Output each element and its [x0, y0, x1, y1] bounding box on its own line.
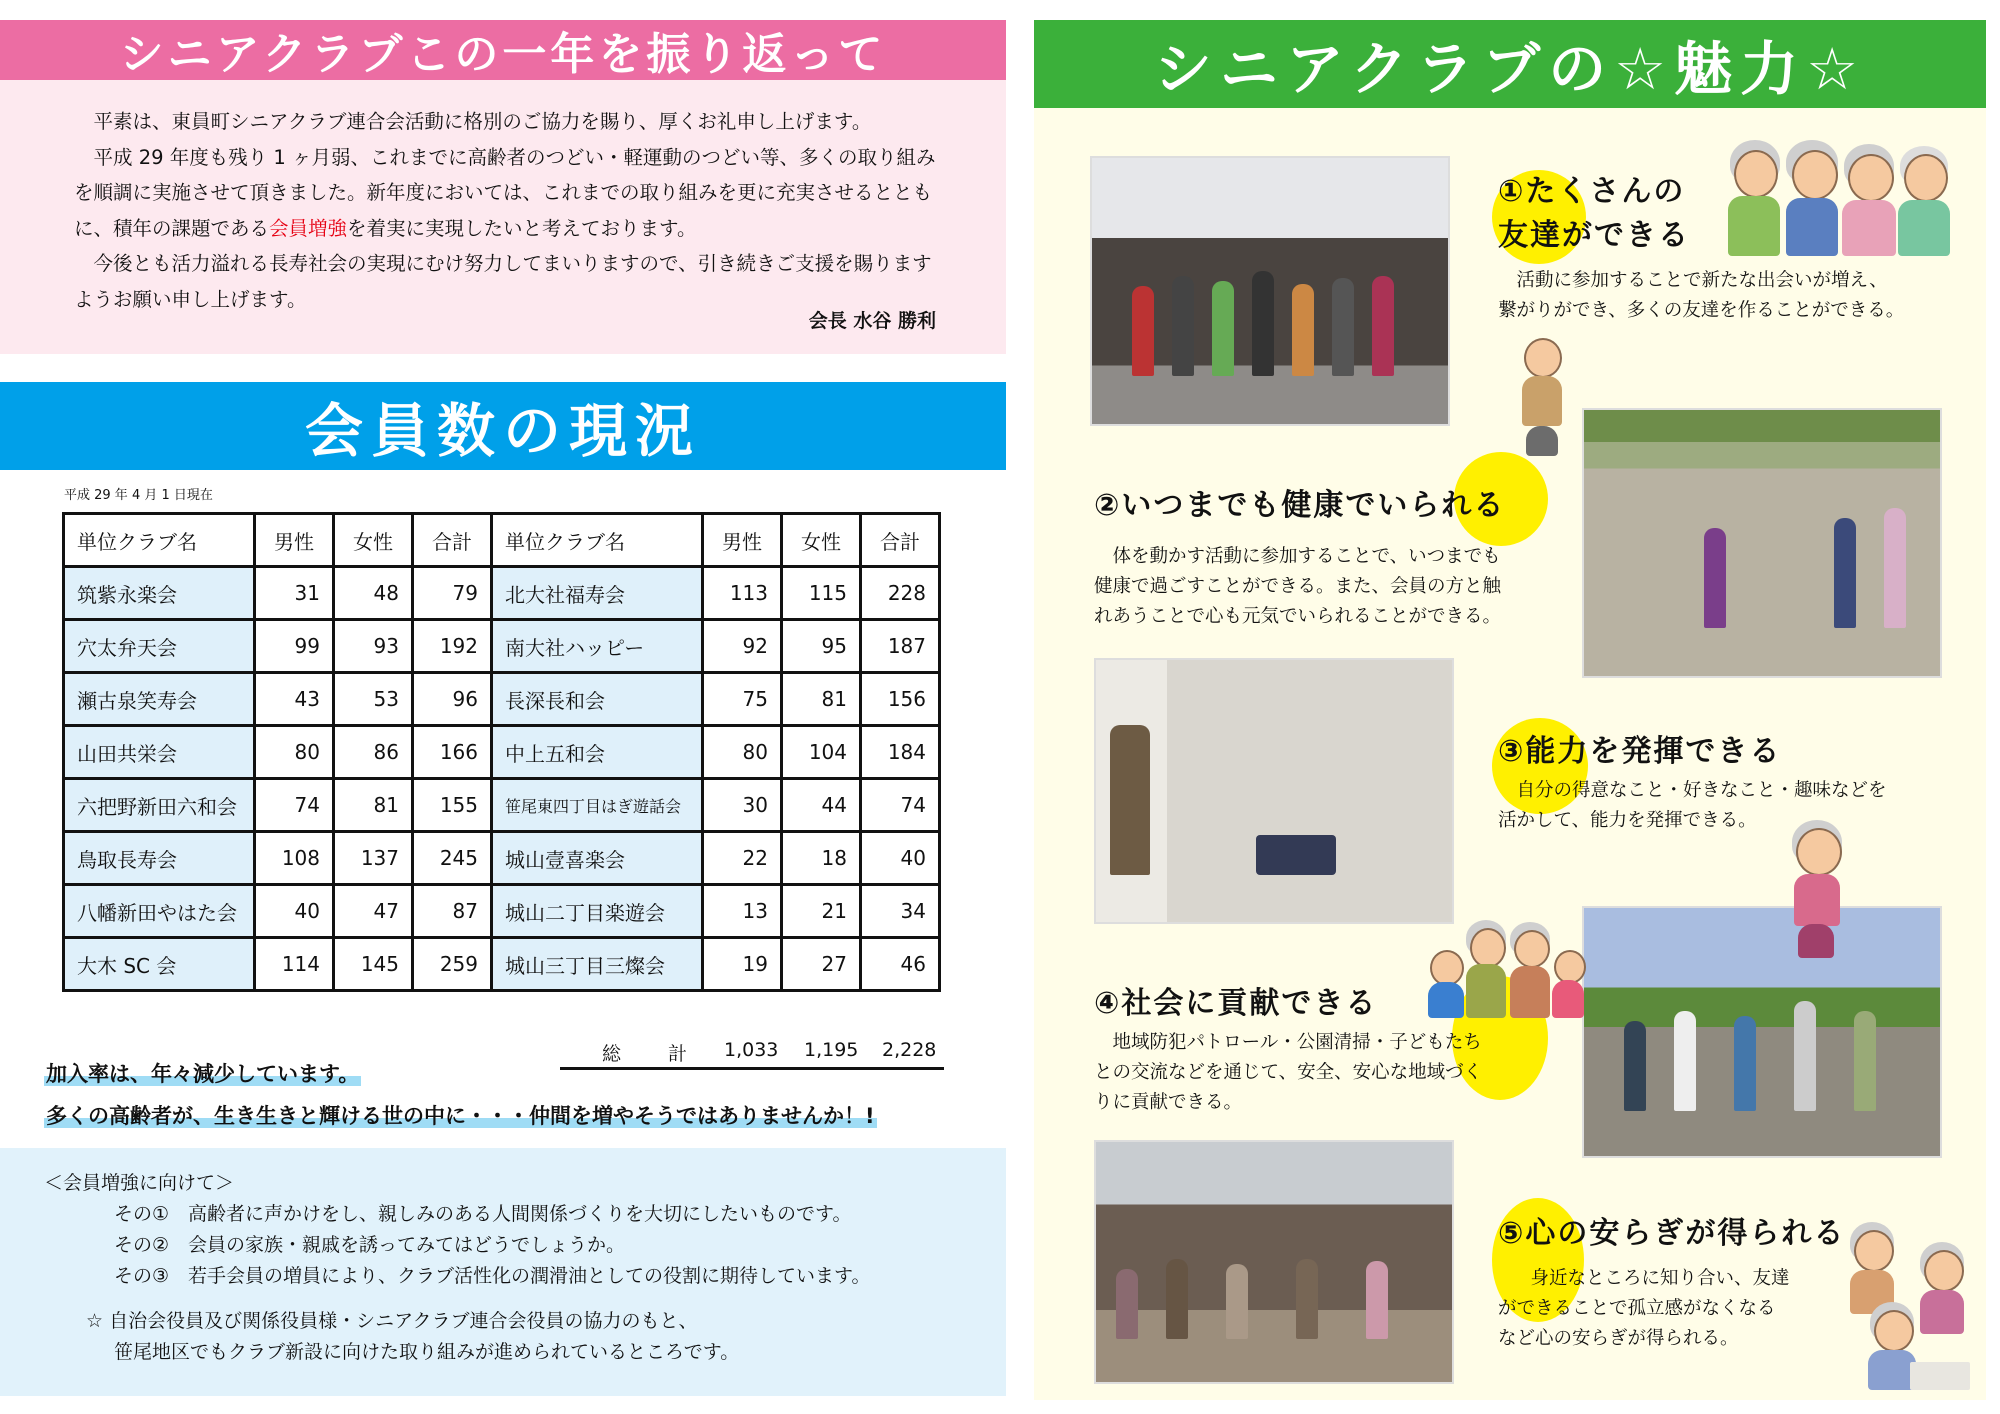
- female-count: 115: [782, 567, 861, 620]
- club-name: 笹尾東四丁目はぎ遊話会: [492, 779, 703, 832]
- club-name: 鳥取長寿会: [64, 832, 255, 885]
- table-row: [64, 938, 940, 991]
- point-2-desc-2: 健康で過ごすことができる。また、会員の方と触: [1094, 576, 1502, 597]
- table-row: [64, 885, 940, 938]
- col-header-club: 単位クラブ名: [64, 514, 255, 567]
- new-club-note-2: 笹尾地区でもクラブ新設に向けた取り組みが進められているところです。: [114, 1341, 740, 1363]
- member-increase-list: [44, 1168, 871, 1368]
- community-photo: [1582, 906, 1942, 1158]
- call-to-action: 多くの高齢者が、生き生きと輝ける世の中に・・・仲間を増やそうではありませんか！!: [46, 1104, 875, 1128]
- new-club-note: ☆ 自治会役員及び関係役員様・シニアクラブ連合会役員の協力のもと、: [86, 1310, 698, 1332]
- member-increase-title: ＜会員増強に向けて＞: [44, 1172, 235, 1194]
- total-count: 87: [413, 885, 492, 938]
- total-sum: 2,228: [882, 1039, 937, 1061]
- male-count: 43: [255, 673, 334, 726]
- female-count: 104: [782, 726, 861, 779]
- greeting-text: [74, 104, 946, 317]
- female-count: 81: [782, 673, 861, 726]
- greeting-paragraph-1: 平素は、東員町シニアクラブ連合会活動に格別のご協力を賜り、厚くお礼申し上げます。: [93, 110, 872, 133]
- female-count: 27: [782, 938, 861, 991]
- total-count: 166: [413, 726, 492, 779]
- group-photo: [1090, 156, 1450, 426]
- club-name: 山田共栄会: [64, 726, 255, 779]
- male-count: 19: [703, 938, 782, 991]
- total-count: 40: [861, 832, 940, 885]
- ground-golf-illustration: [1500, 338, 1580, 458]
- female-count: 44: [782, 779, 861, 832]
- total-count: 74: [861, 779, 940, 832]
- point-3-desc: 自分の得意なこと・好きなこと・趣味などを: [1516, 780, 1887, 801]
- total-count: 155: [413, 779, 492, 832]
- total-count: 79: [413, 567, 492, 620]
- member-increase-highlight: 会員増強: [269, 216, 348, 240]
- male-count: 113: [703, 567, 782, 620]
- total-count: 192: [413, 620, 492, 673]
- female-count: 48: [334, 567, 413, 620]
- point-2-desc: 体を動かす活動に参加することで、いつまでも: [1112, 546, 1501, 567]
- point-5-desc-2: ができることで孤立感がなくなる: [1498, 1298, 1776, 1319]
- point-5-heading: ⑤心の安らぎが得られる: [1498, 1216, 1846, 1251]
- point-1-heading: ①たくさんの: [1498, 174, 1686, 209]
- point-1-desc-2: 繋がりができ、多くの友達を作ることができる。: [1498, 300, 1905, 321]
- point-5-desc: 身近なところに知り合い、友達: [1530, 1268, 1790, 1289]
- col-header-male: 男性: [255, 514, 334, 567]
- col-header-total-2: 合計: [861, 514, 940, 567]
- seniors-children-illustration: [1426, 920, 1586, 1020]
- exhibition-photo: [1094, 658, 1454, 924]
- male-count: 31: [255, 567, 334, 620]
- total-label-1: 総: [602, 1043, 622, 1065]
- club-name: 城山三丁目三燦会: [492, 938, 703, 991]
- grand-total-row: [560, 1035, 944, 1070]
- table-header-row: [64, 514, 940, 567]
- female-count: 137: [334, 832, 413, 885]
- walking-senior-illustration: [1770, 820, 1860, 960]
- appeal-title: シニアクラブの☆魅力☆: [1034, 20, 1986, 108]
- club-name: 六把野新田六和会: [64, 779, 255, 832]
- total-male: 1,033: [724, 1039, 779, 1061]
- point-4-desc-2: との交流などを通じて、安全、安心な地域づく: [1094, 1062, 1483, 1083]
- club-name: 長深長和会: [492, 673, 703, 726]
- total-label-2: 計: [668, 1043, 688, 1065]
- female-count: 81: [334, 779, 413, 832]
- male-count: 75: [703, 673, 782, 726]
- point-1-desc: 活動に参加することで新たな出会いが増え、: [1516, 270, 1888, 291]
- col-header-female: 女性: [334, 514, 413, 567]
- male-count: 13: [703, 885, 782, 938]
- gathering-photo: [1094, 1140, 1454, 1384]
- female-count: 53: [334, 673, 413, 726]
- decline-note: 加入率は、年々減少しています。: [46, 1062, 360, 1086]
- male-count: 108: [255, 832, 334, 885]
- table-row: [64, 620, 940, 673]
- female-count: 47: [334, 885, 413, 938]
- table-row: [64, 726, 940, 779]
- col-header-male-2: 男性: [703, 514, 782, 567]
- table-row: [64, 779, 940, 832]
- club-name: 南大社ハッピー: [492, 620, 703, 673]
- total-count: 46: [861, 938, 940, 991]
- point-1-heading-2: 友達ができる: [1498, 218, 1690, 253]
- col-header-total: 合計: [413, 514, 492, 567]
- club-name: 筑紫永楽会: [64, 567, 255, 620]
- member-increase-item: その③ 若手会員の増員により、クラブ活性化の潤滑油としての役割に期待しています。: [114, 1265, 871, 1287]
- total-count: 34: [861, 885, 940, 938]
- point-2-heading: ②いつまでも健康でいられる: [1094, 488, 1506, 523]
- point-4-desc: 地域防犯パトロール・公園清掃・子どもたち: [1112, 1032, 1482, 1053]
- col-header-female-2: 女性: [782, 514, 861, 567]
- point-5-desc-3: など心の安らぎが得られる。: [1498, 1328, 1739, 1349]
- total-count: 245: [413, 832, 492, 885]
- total-count: 96: [413, 673, 492, 726]
- ground-golf-photo: [1582, 408, 1942, 678]
- male-count: 80: [703, 726, 782, 779]
- male-count: 30: [703, 779, 782, 832]
- col-header-club-2: 単位クラブ名: [492, 514, 703, 567]
- total-female: 1,195: [804, 1039, 859, 1061]
- total-count: 184: [861, 726, 940, 779]
- table-row: [64, 673, 940, 726]
- male-count: 80: [255, 726, 334, 779]
- chairman-signature: 会長 水谷 勝利: [808, 310, 936, 332]
- female-count: 95: [782, 620, 861, 673]
- total-count: 259: [413, 938, 492, 991]
- male-count: 40: [255, 885, 334, 938]
- total-count: 187: [861, 620, 940, 673]
- table-row: [64, 832, 940, 885]
- member-increase-item: その② 会員の家族・親戚を誘ってみてはどうでしょうか。: [114, 1234, 626, 1256]
- club-name: 穴太弁天会: [64, 620, 255, 673]
- review-title: シニアクラブこの一年を振り返って: [0, 20, 1006, 80]
- female-count: 145: [334, 938, 413, 991]
- point-4-desc-3: りに貢献できる。: [1094, 1092, 1243, 1113]
- male-count: 114: [255, 938, 334, 991]
- club-name: 大木 SC 会: [64, 938, 255, 991]
- female-count: 86: [334, 726, 413, 779]
- club-name: 中上五和会: [492, 726, 703, 779]
- point-4-heading: ④社会に貢献できる: [1094, 986, 1378, 1021]
- total-count: 228: [861, 567, 940, 620]
- as-of-date: 平成 29 年 4 月 1 日現在: [64, 488, 213, 503]
- greeting-paragraph-2: 平成 29 年度も残り 1 ヶ月弱、これまでに高齢者のつどい・軽運動のつどい等、多くの取り組みを順調に実施させて頂きました。新年度においては、これまでの取り組みを更に充実させるとともに、積年の課題である会員増強を着実に実現したいと考えております。: [74, 145, 936, 240]
- point-3-heading: ③能力を発揮できる: [1498, 734, 1782, 769]
- table-row: [64, 567, 940, 620]
- club-name: 八幡新田やはた会: [64, 885, 255, 938]
- greeting-paragraph-3: 今後とも活力溢れる長寿社会の実現にむけ努力してまいりますので、引き続きご支援を賜りますようお願い申し上げます。: [74, 252, 932, 311]
- male-count: 74: [255, 779, 334, 832]
- club-name: 城山壹喜楽会: [492, 832, 703, 885]
- female-count: 93: [334, 620, 413, 673]
- club-name: 城山二丁目楽遊会: [492, 885, 703, 938]
- club-name: 北大社福寿会: [492, 567, 703, 620]
- point-2-desc-3: れあうことで心も元気でいられることができる。: [1094, 606, 1502, 627]
- member-increase-item: その① 高齢者に声かけをし、親しみのある人間関係づくりを大切にしたいものです。: [114, 1203, 852, 1225]
- point-3-desc-2: 活かして、能力を発揮できる。: [1498, 810, 1757, 831]
- members-title: 会員数の現況: [0, 382, 1006, 470]
- male-count: 22: [703, 832, 782, 885]
- club-name: 瀬古泉笑寿会: [64, 673, 255, 726]
- female-count: 21: [782, 885, 861, 938]
- female-count: 18: [782, 832, 861, 885]
- member-count-table: [62, 512, 941, 992]
- chatting-seniors-illustration: [1850, 1222, 1974, 1392]
- male-count: 92: [703, 620, 782, 673]
- seniors-group-illustration: [1714, 140, 1954, 260]
- total-count: 156: [861, 673, 940, 726]
- male-count: 99: [255, 620, 334, 673]
